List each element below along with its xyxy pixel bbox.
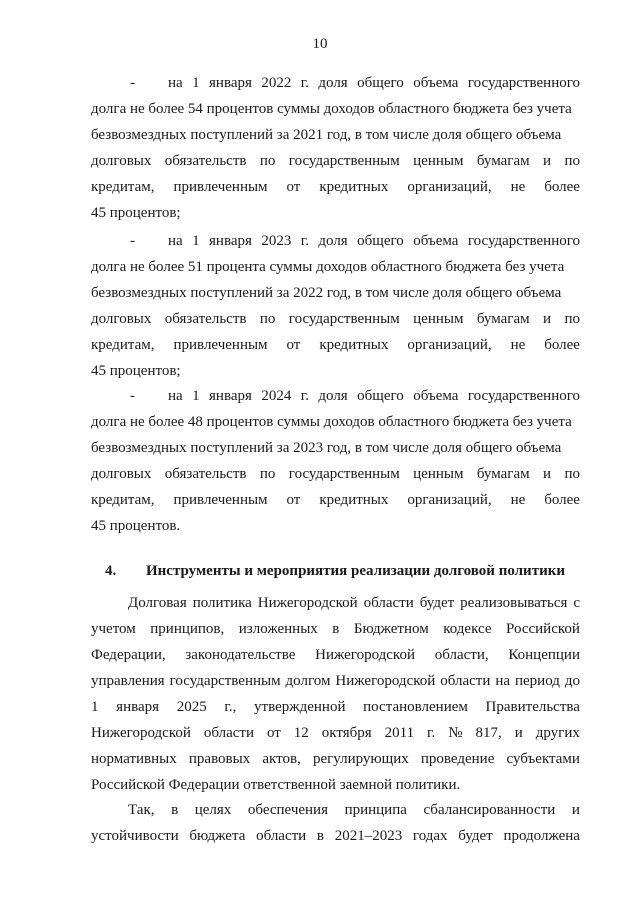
- word: 2021–2023: [334, 828, 403, 844]
- word: кредитных: [319, 337, 389, 353]
- word: более: [544, 492, 580, 508]
- word: и: [571, 802, 580, 818]
- text-line: долга не более 51 процента суммы доходов областного бюджета без учета: [91, 259, 565, 275]
- text-line: [91, 720, 580, 746]
- word: 2025: [176, 699, 207, 715]
- word: по: [259, 311, 276, 327]
- text-line: [91, 306, 580, 332]
- word: по: [259, 466, 276, 482]
- text-line: безвозмездных поступлений за 2022 год, в том числе доля общего объема: [91, 285, 562, 301]
- word: бюджета: [189, 828, 246, 844]
- word: января: [209, 75, 252, 91]
- word: привлеченным: [173, 492, 268, 508]
- word: сбалансированности: [423, 802, 556, 818]
- word: учетом: [91, 621, 136, 637]
- word: в: [316, 828, 325, 844]
- word: кредитам,: [91, 492, 155, 508]
- word: Так,: [128, 802, 155, 818]
- text-line: 45 процентов.: [91, 518, 181, 534]
- bullet-dash: -: [130, 75, 135, 91]
- word: и: [543, 466, 552, 482]
- word: принципа: [344, 802, 407, 818]
- word: обязательств: [164, 466, 247, 482]
- word: организаций,: [407, 337, 492, 353]
- word: изложенных: [238, 621, 318, 637]
- text-line: [168, 383, 580, 409]
- text-line: [91, 746, 580, 772]
- word: г.: [300, 388, 309, 404]
- word: кредитных: [319, 492, 389, 508]
- word: 1: [192, 75, 200, 91]
- word: государственным: [288, 466, 400, 482]
- bullet-dash: -: [130, 233, 135, 249]
- word: целях: [194, 802, 232, 818]
- word: г.: [427, 725, 436, 741]
- word: г.,: [224, 699, 237, 715]
- text-line: 45 процентов;: [91, 363, 181, 379]
- word: на: [168, 233, 183, 249]
- word: не: [510, 492, 526, 508]
- word: Концепции: [508, 647, 580, 663]
- text-line: долга не более 54 процентов суммы доходов областного бюджета без учета: [91, 101, 572, 117]
- text-line: долга не более 48 процентов суммы доходов областного бюджета без учета: [91, 414, 572, 430]
- word: кодексе: [443, 621, 492, 637]
- word: ценным: [413, 153, 464, 169]
- word: общего: [357, 75, 404, 91]
- word: будет: [458, 828, 493, 844]
- word: кредитных: [319, 179, 389, 195]
- word: 1: [91, 699, 99, 715]
- word: кредитам,: [91, 179, 155, 195]
- word: в: [332, 621, 340, 637]
- word: октября: [321, 725, 372, 741]
- word: долговых: [91, 466, 152, 482]
- word: бумагам: [476, 311, 530, 327]
- word: Федерации,: [91, 647, 166, 663]
- word: продолжена: [503, 828, 580, 844]
- word: субъектами: [506, 751, 580, 767]
- word: правовых: [188, 751, 251, 767]
- text-line: управления государственным долгом Нижегородской области на период до: [91, 673, 580, 689]
- word: организаций,: [407, 179, 492, 195]
- word: по: [564, 311, 580, 327]
- word: г.: [300, 75, 309, 91]
- word: по: [259, 153, 276, 169]
- word: общего: [357, 233, 404, 249]
- text-line: [128, 797, 580, 823]
- word: от: [286, 337, 301, 353]
- text-line: Долговая политика Нижегородской области будет реализовываться с: [128, 595, 580, 611]
- word: 1: [192, 233, 200, 249]
- word: 2011: [384, 725, 415, 741]
- word: государственного: [467, 75, 580, 91]
- word: постановлением: [363, 699, 468, 715]
- text-line: [91, 174, 580, 200]
- word: 12: [293, 725, 309, 741]
- word: и: [514, 725, 523, 741]
- bullet-dash: -: [130, 388, 135, 404]
- word: Нижегородской: [315, 647, 415, 663]
- word: 2024: [261, 388, 292, 404]
- word: государственным: [288, 153, 400, 169]
- word: нормативных: [91, 751, 177, 767]
- word: 2022: [261, 75, 292, 91]
- word: г.: [300, 233, 309, 249]
- word: общего: [357, 388, 404, 404]
- word: устойчивости: [91, 828, 179, 844]
- word: 1: [192, 388, 200, 404]
- text-line: 45 процентов;: [91, 205, 181, 221]
- word: по: [564, 153, 580, 169]
- word: бумагам: [476, 466, 530, 482]
- text-line: [91, 642, 580, 668]
- text-line: [168, 228, 580, 254]
- word: актов,: [262, 751, 301, 767]
- text-line: [91, 616, 580, 642]
- page-number: 10: [312, 36, 328, 52]
- word: более: [544, 337, 580, 353]
- word: января: [116, 699, 160, 715]
- word: от: [286, 492, 301, 508]
- word: годах: [412, 828, 448, 844]
- word: кредитам,: [91, 337, 155, 353]
- word: области: [256, 828, 307, 844]
- word: на: [168, 75, 183, 91]
- word: №: [448, 725, 463, 741]
- text-line: безвозмездных поступлений за 2021 год, в том числе доля общего объема: [91, 127, 562, 143]
- word: доля: [318, 233, 348, 249]
- text-line: [91, 148, 580, 174]
- word: по: [564, 466, 580, 482]
- word: долговых: [91, 311, 152, 327]
- word: законодательстве: [185, 647, 296, 663]
- word: обязательств: [164, 311, 247, 327]
- text-line: [91, 694, 580, 720]
- word: государственным: [288, 311, 400, 327]
- word: привлеченным: [173, 337, 268, 353]
- word: других: [535, 725, 580, 741]
- word: Нижегородской: [91, 725, 191, 741]
- word: более: [544, 179, 580, 195]
- word: утвержденной: [254, 699, 346, 715]
- word: не: [510, 337, 526, 353]
- word: Правительства: [485, 699, 580, 715]
- section-title: Инструменты и мероприятия реализации долговой политики: [146, 563, 565, 579]
- text-line: безвозмездных поступлений за 2023 год, в том числе доля общего объема: [91, 440, 562, 456]
- word: объема: [413, 75, 459, 91]
- word: Бюджетном: [353, 621, 429, 637]
- word: Российской: [506, 621, 580, 637]
- word: области: [203, 725, 254, 741]
- section-number: 4.: [105, 563, 117, 579]
- text-line: [91, 823, 580, 849]
- word: государственного: [467, 233, 580, 249]
- word: обязательств: [164, 153, 247, 169]
- word: принципов,: [150, 621, 225, 637]
- word: области,: [434, 647, 489, 663]
- word: объема: [413, 388, 459, 404]
- word: бумагам: [476, 153, 530, 169]
- text-line: Российской Федерации ответственной заемной политики.: [91, 777, 461, 793]
- word: января: [209, 233, 252, 249]
- word: проведение: [420, 751, 495, 767]
- word: обеспечения: [247, 802, 328, 818]
- word: привлеченным: [173, 179, 268, 195]
- word: объема: [413, 233, 459, 249]
- word: регулирующих: [312, 751, 409, 767]
- word: ценным: [413, 466, 464, 482]
- word: 2023: [261, 233, 292, 249]
- word: организаций,: [407, 492, 492, 508]
- word: января: [209, 388, 252, 404]
- word: государственного: [467, 388, 580, 404]
- word: от: [286, 179, 301, 195]
- word: от: [266, 725, 281, 741]
- word: и: [543, 153, 552, 169]
- word: долговых: [91, 153, 152, 169]
- text-line: [91, 332, 580, 358]
- text-line: [91, 461, 580, 487]
- word: доля: [318, 75, 348, 91]
- word: не: [510, 179, 526, 195]
- word: ценным: [413, 311, 464, 327]
- word: в: [171, 802, 179, 818]
- text-line: [91, 487, 580, 513]
- word: доля: [318, 388, 348, 404]
- word: на: [168, 388, 183, 404]
- word: и: [543, 311, 552, 327]
- text-line: [168, 70, 580, 96]
- word: 817,: [475, 725, 502, 741]
